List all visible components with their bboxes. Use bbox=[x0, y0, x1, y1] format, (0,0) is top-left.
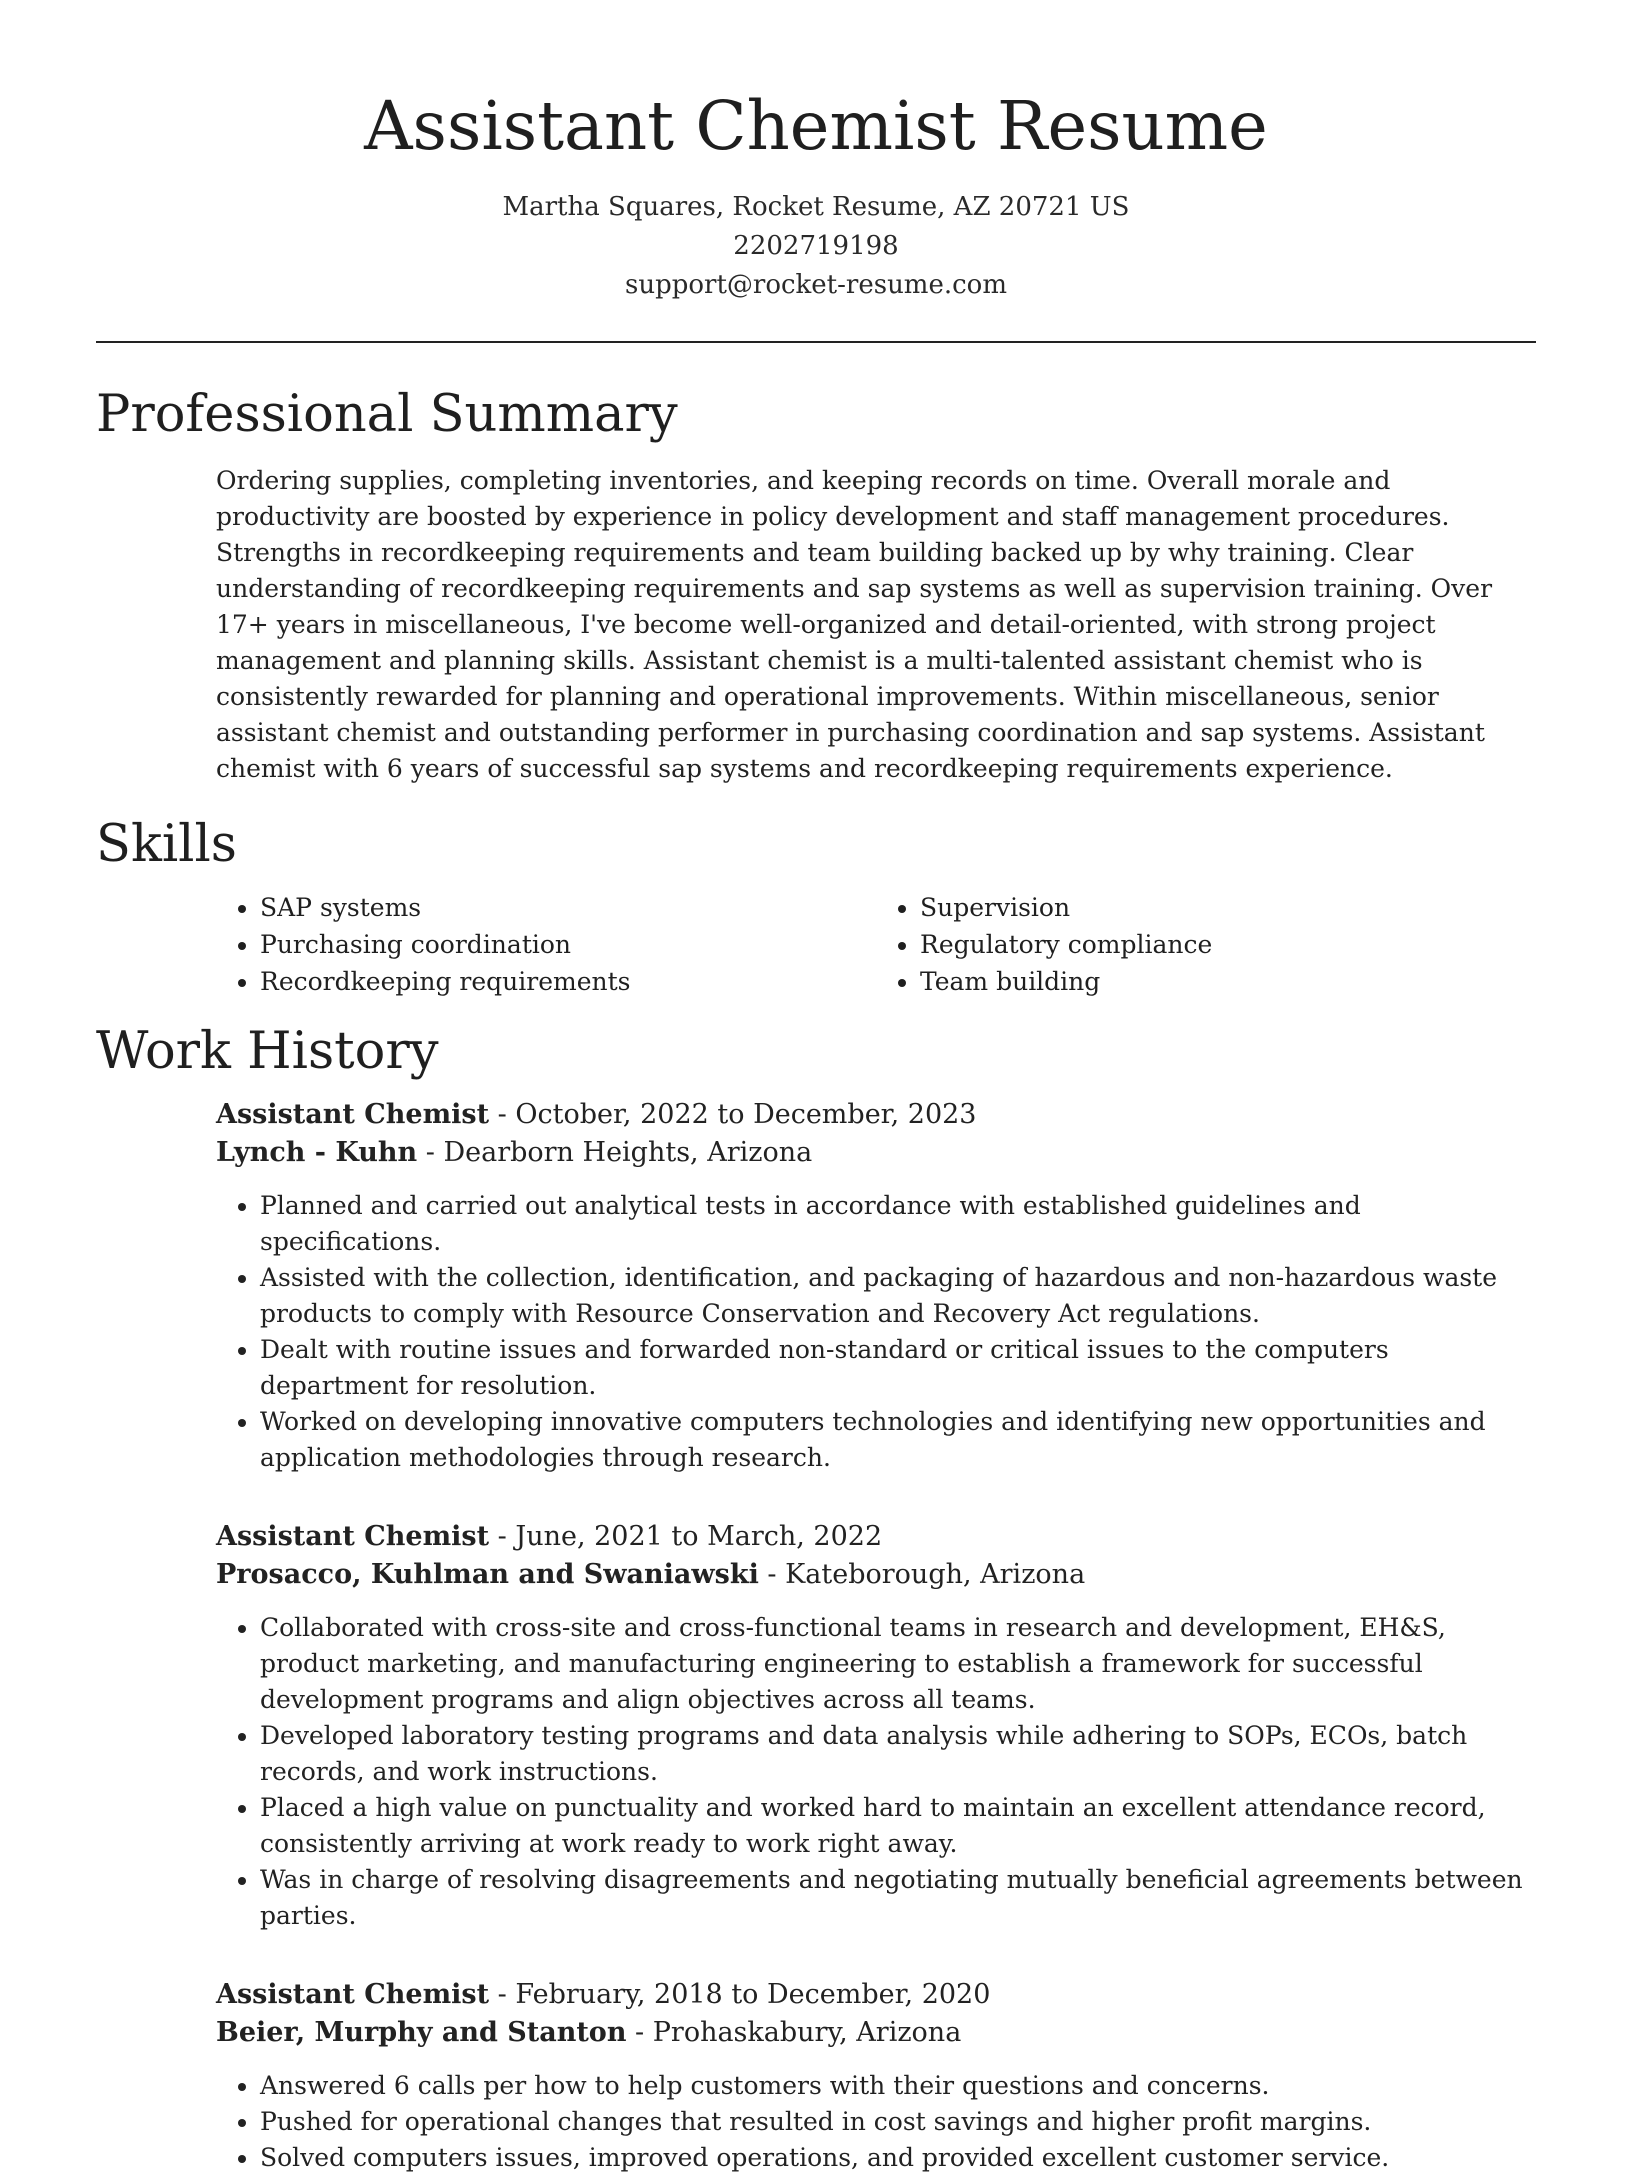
job-location: - Dearborn Heights, Arizona bbox=[417, 1137, 813, 1168]
job-duty: • Worked on developing innovative computers technologies and identifying new opportunities and application methodologies through research. bbox=[260, 1404, 1536, 1476]
skill-item: • SAP systems bbox=[260, 889, 876, 926]
work-history-heading: Work History bbox=[96, 1022, 439, 1081]
job-duty: • Collaborated with cross-site and cross-functional teams in research and development, EH&S, product marketing, and manufacturing engineering to establish a framework for successful development programs and align objectives across all teams. bbox=[260, 1610, 1536, 1718]
skill-item: • Regulatory compliance bbox=[920, 926, 1536, 963]
contact-phone: 2202719198 bbox=[733, 231, 899, 261]
resume-title: Assistant Chemist Resume bbox=[364, 87, 1268, 165]
contact-info bbox=[96, 188, 1536, 305]
job-duties bbox=[216, 1610, 1536, 1934]
job-title-line bbox=[216, 1976, 1536, 2014]
job-duty: • Placed a high value on punctuality and worked hard to maintain an excellent attendance record, consistently arriving at work ready to work right away. bbox=[260, 1790, 1536, 1862]
job-duty: • Planned and carried out analytical tests in accordance with established guidelines and specifications. bbox=[260, 1188, 1536, 1260]
resume-header bbox=[96, 0, 1536, 305]
job-duties bbox=[216, 1188, 1536, 1476]
skills-column-right bbox=[876, 889, 1536, 1000]
job-company: Lynch - Kuhn bbox=[216, 1137, 418, 1168]
header-divider bbox=[96, 341, 1536, 343]
summary-heading: Professional Summary bbox=[96, 385, 678, 444]
job-title: Assistant Chemist bbox=[216, 1521, 490, 1552]
job-duties bbox=[216, 2068, 1536, 2176]
job-entry bbox=[216, 1976, 1536, 2176]
skill-item: • Supervision bbox=[920, 889, 1536, 926]
skills-heading: Skills bbox=[96, 815, 237, 874]
job-title: Assistant Chemist bbox=[216, 1099, 490, 1130]
job-title-line bbox=[216, 1096, 1536, 1134]
skills-column-left bbox=[216, 889, 876, 1000]
job-location: - Prohaskabury, Arizona bbox=[626, 2017, 962, 2048]
skills-list bbox=[216, 889, 1536, 1000]
job-location: - Kateborough, Arizona bbox=[758, 1559, 1086, 1590]
job-entry bbox=[216, 1518, 1536, 1934]
summary-text: Ordering supplies, completing inventories, and keeping records on time. Overall morale and productivity are boosted by experience in policy development and staff management procedures. Strengths in recordkeeping requirements and team building backed up by why training. Clear understanding of recordkeeping requirements and sap systems as well as supervision training. Over 17+ years in miscellaneous, I've become well-organized and detail-oriented, with strong project management and planning skills. Assistant chemist is a multi-talented assistant chemist who is consistently rewarded for planning and operational improvements. Within miscellaneous, senior assistant chemist and outstanding performer in purchasing coordination and sap systems. Assistant chemist with 6 years of successful sap systems and recordkeeping requirements experience. bbox=[216, 466, 1493, 783]
job-title: Assistant Chemist bbox=[216, 1979, 490, 2010]
skill-item: • Purchasing coordination bbox=[260, 926, 876, 963]
skill-item: • Team building bbox=[920, 963, 1536, 1000]
job-dates: - February, 2018 to December, 2020 bbox=[489, 1979, 991, 2010]
job-company: Beier, Murphy and Stanton bbox=[216, 2017, 627, 2048]
job-company-line bbox=[216, 1134, 1536, 1172]
job-company: Prosacco, Kuhlman and Swaniawski bbox=[216, 1559, 759, 1590]
job-duty: • Solved computers issues, improved operations, and provided excellent customer service. bbox=[260, 2140, 1536, 2176]
job-company-line bbox=[216, 2014, 1536, 2052]
job-duty: • Was in charge of resolving disagreements and negotiating mutually beneficial agreements between parties. bbox=[260, 1862, 1536, 1934]
job-duty: • Developed laboratory testing programs and data analysis while adhering to SOPs, ECOs, batch records, and work instructions. bbox=[260, 1718, 1536, 1790]
job-title-line bbox=[216, 1518, 1536, 1556]
job-entry bbox=[216, 1096, 1536, 1476]
job-duty: • Answered 6 calls per how to help customers with their questions and concerns. bbox=[260, 2068, 1536, 2104]
job-dates: - June, 2021 to March, 2022 bbox=[489, 1521, 883, 1552]
contact-email: support@rocket-resume.com bbox=[624, 270, 1007, 300]
job-duty: • Dealt with routine issues and forwarded non-standard or critical issues to the computers department for resolution. bbox=[260, 1332, 1536, 1404]
contact-address: Martha Squares, Rocket Resume, AZ 20721 US bbox=[502, 192, 1130, 222]
job-duty: • Pushed for operational changes that resulted in cost savings and higher profit margins. bbox=[260, 2104, 1536, 2140]
job-company-line bbox=[216, 1556, 1536, 1594]
job-duty: • Assisted with the collection, identification, and packaging of hazardous and non-hazardous waste products to comply with Resource Conservation and Recovery Act regulations. bbox=[260, 1260, 1536, 1332]
job-dates: - October, 2022 to December, 2023 bbox=[489, 1099, 977, 1130]
skill-item: • Recordkeeping requirements bbox=[260, 963, 876, 1000]
resume-page bbox=[96, 0, 1536, 2176]
